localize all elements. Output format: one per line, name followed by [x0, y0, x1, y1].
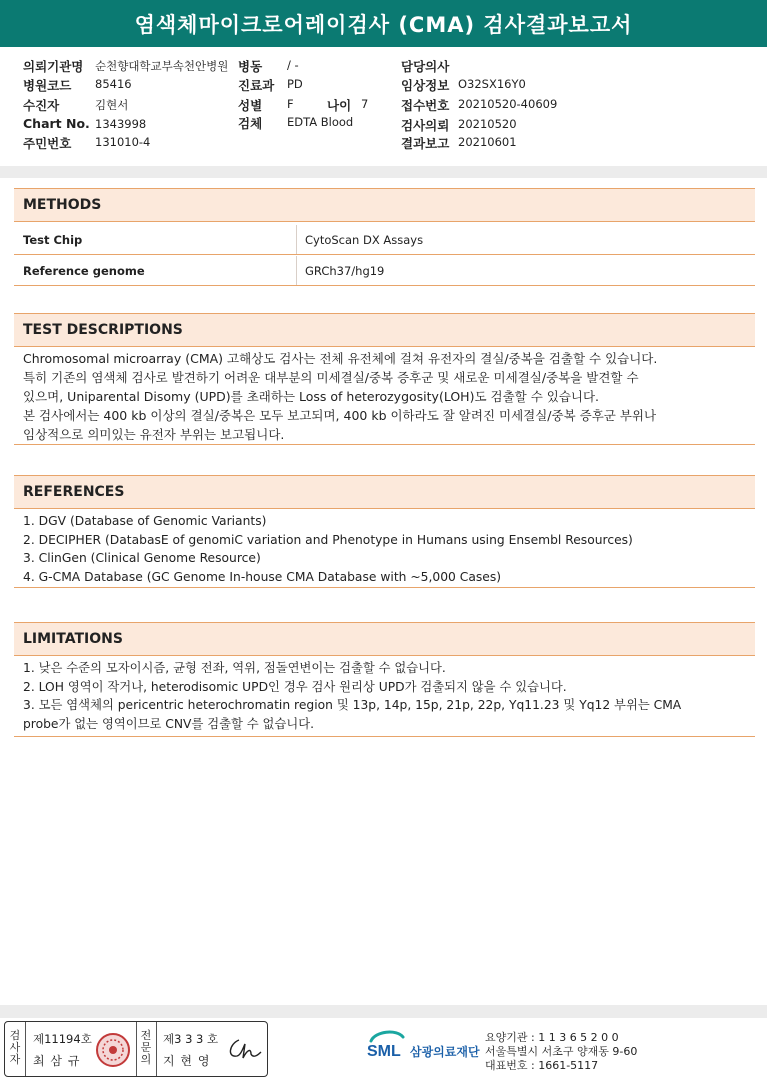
- specialist-label: 전문의: [140, 1029, 152, 1066]
- clinical-info-value: O32SX16Y0: [458, 77, 526, 91]
- ward-value: / -: [287, 58, 299, 72]
- methods-key: Test Chip: [23, 233, 83, 247]
- reference-item: 3. ClinGen (Clinical Genome Resource): [23, 551, 261, 565]
- request-date-value: 20210520: [458, 117, 517, 131]
- descriptions-end-line: [14, 444, 755, 445]
- patient-name-value: 김현서: [95, 98, 129, 112]
- request-date-label: 검사의뢰: [401, 118, 450, 133]
- reference-item: 2. DECIPHER (DatabasE of genomiC variation and Phenotype in Humans using Ensembl Resources): [23, 532, 633, 547]
- limitation-item: 1. 낮은 수준의 모자이시즘, 균형 전좌, 역위, 점돌연변이는 검출할 수 없습니다.: [23, 661, 446, 675]
- specimen-value: EDTA Blood: [287, 115, 354, 129]
- specimen-label: 검체: [238, 116, 263, 131]
- resident-id-value: 131010-4: [95, 135, 151, 149]
- age-value: 7: [361, 97, 369, 111]
- specialist-name: 지 현 영: [163, 1054, 211, 1068]
- column-divider: [296, 225, 297, 254]
- box-divider: [136, 1022, 137, 1076]
- receipt-value: 20210520-40609: [458, 97, 558, 111]
- ward-label: 병동: [238, 59, 263, 74]
- methods-row-test-chip: [14, 225, 755, 255]
- specialist-license: 제3 3 3 호: [163, 1032, 219, 1046]
- references-heading: REFERENCES: [14, 475, 755, 509]
- age-label: 나이: [327, 98, 352, 113]
- dept-value: PD: [287, 77, 303, 91]
- descriptions-heading: TEST DESCRIPTIONS: [14, 313, 755, 347]
- clinical-info-label: 임상정보: [401, 78, 450, 93]
- references-list: [23, 512, 753, 586]
- patient-info: [0, 52, 767, 164]
- limitation-item: 2. LOH 영역이 작거나, heterodisomic UPD인 경우 검사 원리상 UPD가 검출되지 않을 수 있습니다.: [23, 679, 567, 694]
- limitations-list: [23, 659, 753, 733]
- examiner-license: 제11194호: [33, 1032, 92, 1046]
- seal-stamp-icon: [95, 1032, 131, 1068]
- sml-logo-icon: [365, 1027, 409, 1059]
- methods-value: GRCh37/hg19: [305, 264, 385, 278]
- report-title: 염색체마이크로어레이검사 (CMA) 검사결과보고서: [0, 0, 767, 47]
- institution-value: 순천향대학교부속천안병원: [95, 59, 229, 73]
- header-divider: [0, 166, 767, 178]
- examiner-name: 최 삼 규: [33, 1054, 81, 1068]
- institution-label: 의뢰기관명: [23, 59, 84, 74]
- description-line: 본 검사에서는 400 kb 이상의 결실/중복은 모두 보고되며, 400 kb 이하라도 잘 알려진 미세결실/중복 증후군 부위나: [23, 408, 657, 423]
- hospital-code-value: 85416: [95, 77, 132, 91]
- description-line: 임상적으로 의미있는 유전자 부위는 보고됩니다.: [23, 427, 285, 442]
- report-date-value: 20210601: [458, 135, 517, 149]
- limitations-heading: LIMITATIONS: [14, 622, 755, 656]
- description-line: Chromosomal microarray (CMA) 고해상도 검사는 전체 유전체에 걸쳐 유전자의 결실/중복을 검출할 수 있습니다.: [23, 351, 658, 366]
- description-line: 있으며, Uniparental Disomy (UPD)를 초래하는 Loss of heterozygosity(LOH)도 검출할 수 있습니다.: [23, 389, 600, 404]
- dept-label: 진료과: [238, 78, 275, 93]
- column-divider: [296, 256, 297, 285]
- methods-value: CytoScan DX Assays: [305, 233, 424, 247]
- methods-row-reference-genome: [14, 256, 755, 286]
- doctor-label: 담당의사: [401, 59, 450, 74]
- reference-item: 4. G-CMA Database (GC Genome In-house CMA Database with ~5,000 Cases): [23, 569, 502, 584]
- resident-id-label: 주민번호: [23, 136, 72, 151]
- signature-box: [4, 1021, 268, 1077]
- methods-key: Reference genome: [23, 264, 145, 278]
- chart-no-label: Chart No.: [23, 116, 90, 131]
- box-divider: [156, 1022, 157, 1076]
- org-phone: 대표번호 : 1661-5117: [485, 1059, 599, 1072]
- patient-name-label: 수진자: [23, 98, 60, 113]
- logo-text: SML: [367, 1043, 401, 1059]
- org-name: 삼광의료재단: [410, 1045, 480, 1059]
- references-end-line: [14, 587, 755, 588]
- report-date-label: 결과보고: [401, 136, 450, 151]
- limitations-end-line: [14, 736, 755, 737]
- descriptions-text: [23, 349, 753, 444]
- methods-heading: METHODS: [14, 188, 755, 222]
- sex-label: 성별: [238, 98, 263, 113]
- box-divider: [25, 1022, 26, 1076]
- signature-icon: [225, 1034, 263, 1064]
- sex-value: F: [287, 97, 294, 111]
- chart-no-value: 1343998: [95, 117, 147, 131]
- org-code: 요양기관 : 1 1 3 6 5 2 0 0: [485, 1031, 619, 1044]
- org-address: 서울특별시 서초구 양재동 9-60: [485, 1045, 638, 1058]
- limitation-item: 3. 모든 염색체의 pericentric heterochromatin region 및 13p, 14p, 15p, 21p, 22p, Yq11.23 및 Yq12 부위는 CMA: [23, 698, 682, 712]
- receipt-label: 접수번호: [401, 98, 450, 113]
- hospital-code-label: 병원코드: [23, 78, 72, 93]
- limitation-item: probe가 없는 영역이므로 CNV를 검출할 수 없습니다.: [23, 716, 314, 731]
- reference-item: 1. DGV (Database of Genomic Variants): [23, 514, 267, 528]
- description-line: 특히 기존의 염색체 검사로 발견하기 어려운 대부분의 미세결실/중복 증후군 및 새로운 미세결실/중복을 발견할 수: [23, 370, 639, 385]
- footer-divider: [0, 1005, 767, 1018]
- examiner-label: 검사자: [9, 1029, 21, 1066]
